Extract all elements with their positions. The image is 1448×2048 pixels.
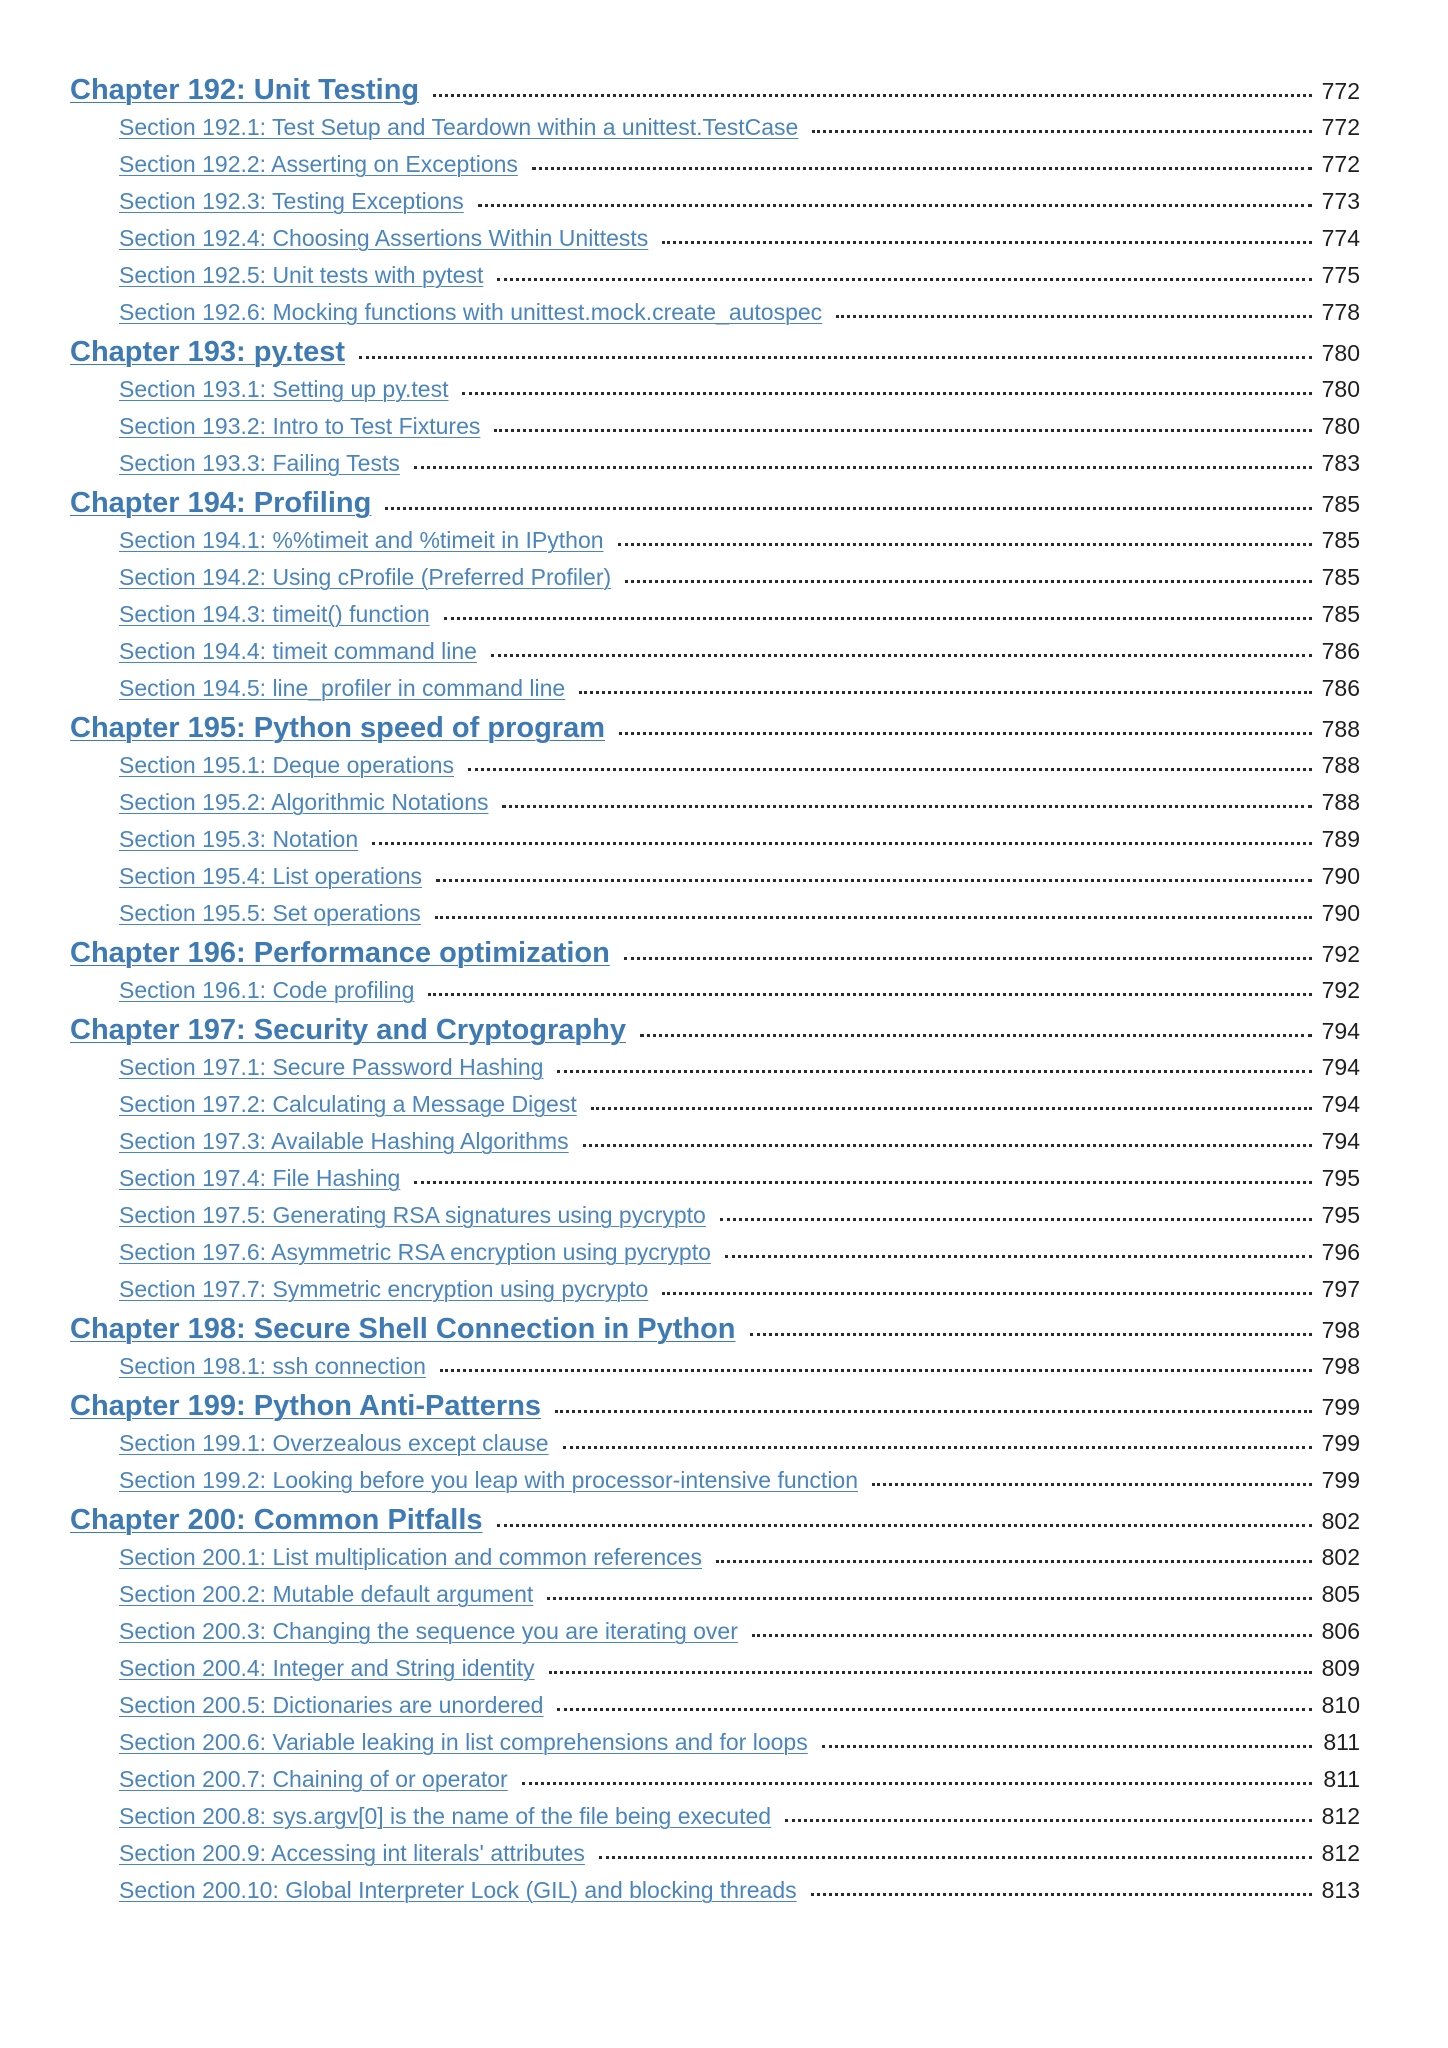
dot-leader [662, 241, 1312, 244]
toc-section-entry [70, 376, 1360, 413]
section-link[interactable]: Section 198.1: ssh connection [119, 1353, 426, 1379]
toc-page-number: 811 [1323, 1729, 1360, 1755]
toc-page-number: 794 [1321, 1128, 1360, 1154]
toc-section-entry [70, 151, 1360, 188]
section-link[interactable]: Section 196.1: Code profiling [119, 977, 415, 1003]
toc-section-entry [70, 1581, 1360, 1618]
toc-chapter-entry [70, 712, 1360, 752]
toc-page-number: 785 [1321, 601, 1360, 627]
chapter-link[interactable]: Chapter 198: Secure Shell Connection in Python [70, 1313, 736, 1345]
toc-page-number: 773 [1321, 188, 1360, 214]
dot-leader [478, 204, 1312, 207]
toc-section-entry [70, 299, 1360, 336]
section-link[interactable]: Section 194.5: line_profiler in command line [119, 675, 566, 701]
toc-section-entry [70, 1430, 1360, 1467]
toc-chapter-entry [70, 937, 1360, 977]
chapter-link[interactable]: Chapter 192: Unit Testing [70, 74, 420, 106]
chapter-link[interactable]: Chapter 199: Python Anti-Patterns [70, 1390, 542, 1422]
dot-leader [836, 315, 1312, 318]
section-link[interactable]: Section 195.1: Deque operations [119, 752, 455, 778]
dot-leader [872, 1483, 1312, 1486]
section-link[interactable]: Section 200.5: Dictionaries are unordered [119, 1692, 544, 1718]
dot-leader [822, 1745, 1312, 1748]
toc-section-entry [70, 638, 1360, 675]
section-link[interactable]: Section 195.2: Algorithmic Notations [119, 789, 489, 815]
section-link[interactable]: Section 192.1: Test Setup and Teardown within a unittest.TestCase [119, 114, 799, 140]
dot-leader [414, 1181, 1312, 1184]
section-link[interactable]: Section 195.3: Notation [119, 826, 359, 852]
dot-leader [428, 993, 1312, 996]
toc-page-number: 795 [1321, 1165, 1360, 1191]
dot-leader [662, 1292, 1312, 1295]
chapter-link[interactable]: Chapter 193: py.test [70, 336, 346, 368]
toc-chapter-entry [70, 1014, 1360, 1054]
dot-leader [497, 1524, 1312, 1527]
toc-page-number: 785 [1321, 527, 1360, 553]
toc-page-number: 783 [1321, 450, 1360, 476]
toc-page-number: 785 [1321, 491, 1360, 517]
dot-leader [468, 768, 1312, 771]
toc-page-number: 794 [1321, 1091, 1360, 1117]
toc-page-number: 796 [1321, 1239, 1360, 1265]
toc-section-entry [70, 1729, 1360, 1766]
toc-page-number: 792 [1321, 941, 1360, 967]
section-link[interactable]: Section 200.1: List multiplication and common references [119, 1544, 702, 1570]
dot-leader [811, 1893, 1312, 1896]
dot-leader [359, 356, 1312, 359]
toc-section-entry [70, 1544, 1360, 1581]
section-link[interactable]: Section 192.4: Choosing Assertions Within Unittests [119, 225, 649, 251]
toc-section-entry [70, 1054, 1360, 1091]
section-link[interactable]: Section 194.2: Using cProfile (Preferred Profiler) [119, 564, 612, 590]
section-link[interactable]: Section 199.1: Overzealous except clause [119, 1430, 549, 1456]
section-link[interactable]: Section 194.1: %%timeit and %timeit in IPython [119, 527, 604, 553]
dot-leader [619, 732, 1312, 735]
toc-section-entry [70, 527, 1360, 564]
toc-section-entry [70, 863, 1360, 900]
section-link[interactable]: Section 197.6: Asymmetric RSA encryption using pycrypto [119, 1239, 711, 1265]
toc-page-number: 780 [1321, 376, 1360, 402]
table-of-contents [70, 74, 1360, 1914]
dot-leader [462, 392, 1312, 395]
toc-section-entry [70, 225, 1360, 262]
toc-section-entry [70, 413, 1360, 450]
toc-page-number: 799 [1321, 1394, 1360, 1420]
toc-page-number: 775 [1321, 262, 1360, 288]
dot-leader [591, 1107, 1312, 1110]
toc-page-number: 774 [1321, 225, 1360, 251]
dot-leader [440, 1369, 1312, 1372]
toc-section-entry [70, 262, 1360, 299]
toc-section-entry [70, 752, 1360, 789]
toc-chapter-entry [70, 336, 1360, 376]
section-link[interactable]: Section 200.3: Changing the sequence you are iterating over [119, 1618, 738, 1644]
section-link[interactable]: Section 197.7: Symmetric encryption using pycrypto [119, 1276, 649, 1302]
toc-page-number: 795 [1321, 1202, 1360, 1228]
section-link[interactable]: Section 192.5: Unit tests with pytest [119, 262, 484, 288]
toc-section-entry [70, 1353, 1360, 1390]
toc-chapter-entry [70, 74, 1360, 114]
dot-leader [497, 278, 1312, 281]
section-link[interactable]: Section 192.2: Asserting on Exceptions [119, 151, 518, 177]
section-link[interactable]: Section 195.4: List operations [119, 863, 423, 889]
section-link[interactable]: Section 200.8: sys.argv[0] is the name of the file being executed [119, 1803, 772, 1829]
toc-section-entry [70, 450, 1360, 487]
toc-page-number: 785 [1321, 564, 1360, 590]
dot-leader [494, 429, 1312, 432]
toc-section-entry [70, 1239, 1360, 1276]
section-link[interactable]: Section 195.5: Set operations [119, 900, 421, 926]
toc-section-entry [70, 1128, 1360, 1165]
toc-page-number: 789 [1321, 826, 1360, 852]
toc-chapter-entry [70, 487, 1360, 527]
toc-page-number: 788 [1321, 752, 1360, 778]
dot-leader [563, 1446, 1312, 1449]
dot-leader [599, 1856, 1312, 1859]
toc-page-number: 792 [1321, 977, 1360, 1003]
toc-section-entry [70, 1618, 1360, 1655]
section-link[interactable]: Section 192.3: Testing Exceptions [119, 188, 464, 214]
toc-section-entry [70, 1766, 1360, 1803]
dot-leader [785, 1819, 1312, 1822]
dot-leader [640, 1034, 1312, 1037]
chapter-link[interactable]: Chapter 196: Performance optimization [70, 937, 610, 969]
dot-leader [625, 580, 1312, 583]
toc-page-number: 810 [1321, 1692, 1360, 1718]
toc-page-number: 806 [1321, 1618, 1360, 1644]
dot-leader [502, 805, 1312, 808]
toc-page-number: 812 [1321, 1840, 1360, 1866]
toc-page-number: 772 [1321, 114, 1360, 140]
toc-page-number: 794 [1321, 1018, 1360, 1044]
toc-page-number: 790 [1321, 900, 1360, 926]
dot-leader [385, 507, 1312, 510]
dot-leader [750, 1333, 1312, 1336]
toc-section-entry [70, 564, 1360, 601]
toc-section-entry [70, 601, 1360, 638]
toc-page-number: 786 [1321, 638, 1360, 664]
toc-page-number: 780 [1321, 413, 1360, 439]
toc-page-number: 799 [1321, 1430, 1360, 1456]
toc-chapter-entry [70, 1313, 1360, 1353]
section-link[interactable]: Section 200.2: Mutable default argument [119, 1581, 534, 1607]
dot-leader [725, 1255, 1312, 1258]
chapter-link[interactable]: Chapter 200: Common Pitfalls [70, 1504, 483, 1536]
toc-section-entry [70, 114, 1360, 151]
section-link[interactable]: Section 193.2: Intro to Test Fixtures [119, 413, 481, 439]
toc-page-number: 802 [1321, 1508, 1360, 1534]
dot-leader [618, 543, 1312, 546]
dot-leader [414, 466, 1312, 469]
toc-section-entry [70, 1467, 1360, 1504]
dot-leader [433, 94, 1312, 97]
section-link[interactable]: Section 193.1: Setting up py.test [119, 376, 449, 402]
section-link[interactable]: Section 200.9: Accessing int literals' attributes [119, 1840, 585, 1866]
dot-leader [444, 617, 1312, 620]
dot-leader [549, 1671, 1312, 1674]
dot-leader [547, 1597, 1312, 1600]
section-link[interactable]: Section 199.2: Looking before you leap with processor-intensive function [119, 1467, 859, 1493]
chapter-link[interactable]: Chapter 197: Security and Cryptography [70, 1014, 626, 1046]
dot-leader [435, 916, 1312, 919]
toc-page-number: 805 [1321, 1581, 1360, 1607]
section-link[interactable]: Section 197.5: Generating RSA signatures using pycrypto [119, 1202, 706, 1228]
dot-leader [532, 167, 1312, 170]
toc-section-entry [70, 1877, 1360, 1914]
section-link[interactable]: Section 197.4: File Hashing [119, 1165, 401, 1191]
toc-page-number: 772 [1321, 151, 1360, 177]
toc-section-entry [70, 1803, 1360, 1840]
toc-chapter-entry [70, 1390, 1360, 1430]
toc-page-number: 780 [1321, 340, 1360, 366]
toc-page-number: 786 [1321, 675, 1360, 701]
section-link[interactable]: Section 200.6: Variable leaking in list comprehensions and for loops [119, 1729, 808, 1755]
dot-leader [752, 1634, 1312, 1637]
dot-leader [557, 1070, 1312, 1073]
section-link[interactable]: Section 193.3: Failing Tests [119, 450, 400, 476]
dot-leader [812, 130, 1312, 133]
toc-section-entry [70, 1840, 1360, 1877]
toc-page-number: 798 [1321, 1317, 1360, 1343]
dot-leader [522, 1782, 1312, 1785]
dot-leader [624, 957, 1312, 960]
toc-section-entry [70, 188, 1360, 225]
dot-leader [716, 1560, 1312, 1563]
toc-page-number: 778 [1321, 299, 1360, 325]
toc-section-entry [70, 977, 1360, 1014]
section-link[interactable]: Section 197.3: Available Hashing Algorithms [119, 1128, 569, 1154]
toc-section-entry [70, 900, 1360, 937]
dot-leader [555, 1410, 1312, 1413]
toc-page-number: 790 [1321, 863, 1360, 889]
section-link[interactable]: Section 197.2: Calculating a Message Digest [119, 1091, 577, 1117]
section-link[interactable]: Section 194.4: timeit command line [119, 638, 477, 664]
toc-page-number: 797 [1321, 1276, 1360, 1302]
toc-page-number: 788 [1321, 716, 1360, 742]
toc-page-number: 813 [1321, 1877, 1360, 1903]
toc-page-number: 802 [1321, 1544, 1360, 1570]
chapter-link[interactable]: Chapter 194: Profiling [70, 487, 372, 519]
dot-leader [720, 1218, 1312, 1221]
toc-page-number: 788 [1321, 789, 1360, 815]
section-link[interactable]: Section 197.1: Secure Password Hashing [119, 1054, 544, 1080]
toc-section-entry [70, 1091, 1360, 1128]
toc-section-entry [70, 675, 1360, 712]
toc-section-entry [70, 826, 1360, 863]
toc-section-entry [70, 1202, 1360, 1239]
toc-page-number: 798 [1321, 1353, 1360, 1379]
dot-leader [491, 654, 1312, 657]
toc-section-entry [70, 1165, 1360, 1202]
toc-page-number: 794 [1321, 1054, 1360, 1080]
toc-page-number: 799 [1321, 1467, 1360, 1493]
chapter-link[interactable]: Chapter 195: Python speed of program [70, 712, 605, 744]
toc-section-entry [70, 1692, 1360, 1729]
section-link[interactable]: Section 194.3: timeit() function [119, 601, 430, 627]
toc-section-entry [70, 1655, 1360, 1692]
dot-leader [372, 842, 1312, 845]
section-link[interactable]: Section 200.7: Chaining of or operator [119, 1766, 508, 1792]
toc-chapter-entry [70, 1504, 1360, 1544]
toc-section-entry [70, 1276, 1360, 1313]
dot-leader [436, 879, 1312, 882]
toc-page-number: 772 [1321, 78, 1360, 104]
section-link[interactable]: Section 200.10: Global Interpreter Lock (GIL) and blocking threads [119, 1877, 797, 1903]
toc-page-number: 811 [1323, 1766, 1360, 1792]
toc-section-entry [70, 789, 1360, 826]
dot-leader [557, 1708, 1312, 1711]
dot-leader [583, 1144, 1312, 1147]
toc-page-number: 812 [1321, 1803, 1360, 1829]
section-link[interactable]: Section 192.6: Mocking functions with unittest.mock.create_autospec [119, 299, 823, 325]
section-link[interactable]: Section 200.4: Integer and String identity [119, 1655, 535, 1681]
dot-leader [579, 691, 1312, 694]
toc-page-number: 809 [1321, 1655, 1360, 1681]
